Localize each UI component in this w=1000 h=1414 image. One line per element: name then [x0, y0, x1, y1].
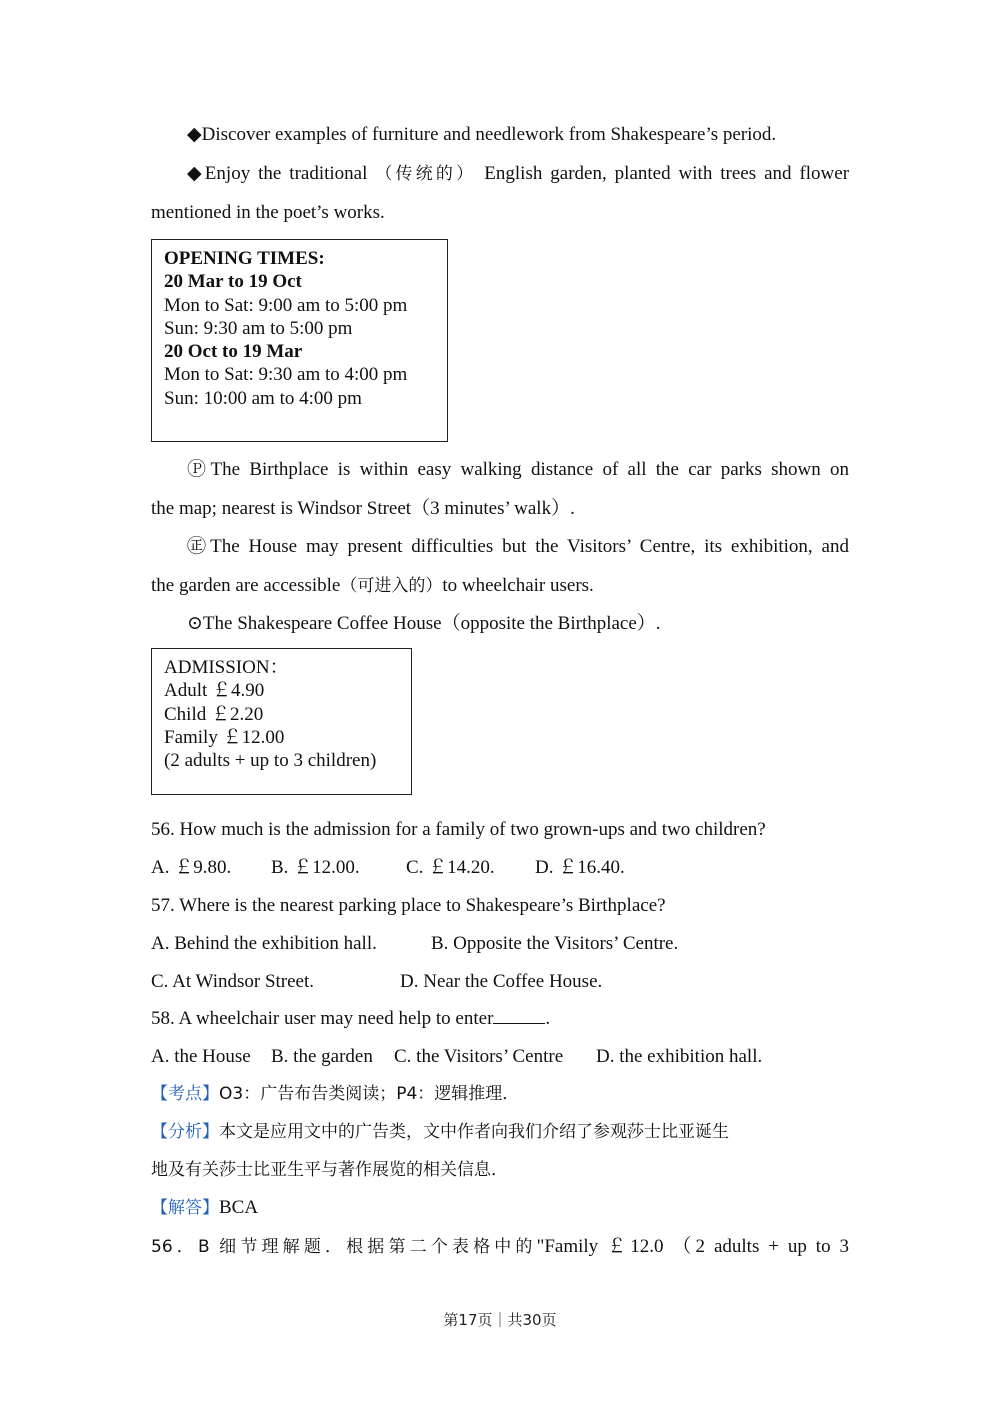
q56-option-b: B. ￡12.00. — [271, 857, 360, 878]
fenxi-text-2: 地及有关莎士比亚生平与著作展览的相关信息． — [151, 1160, 508, 1180]
admission-family: Family ￡12.00 — [164, 726, 285, 748]
question-58-options — [151, 1045, 849, 1069]
question-56: 56. How much is the admission for a family of two grown-ups and two children? — [151, 819, 766, 840]
period-1-heading: 20 Mar to 19 Oct — [164, 271, 302, 293]
bullet-garden-line2: mentioned in the poet’s works. — [151, 202, 385, 223]
fenxi-label: 【分析】 — [151, 1122, 219, 1142]
question-58 — [151, 1007, 849, 1031]
opening-times-box — [151, 239, 448, 442]
parking-icon: Ⓟ — [187, 459, 211, 480]
q58-option-b: B. the garden — [271, 1046, 373, 1067]
wheelchair-cn: （可进入的） — [340, 576, 443, 596]
wheelchair-line2 — [151, 574, 849, 598]
coffee-line — [151, 612, 849, 636]
answer-blank — [493, 1007, 545, 1024]
parking-line1 — [151, 458, 849, 482]
admission-child: Child ￡2.20 — [164, 703, 264, 725]
question-57-options-row1 — [151, 932, 849, 956]
opening-title: OPENING TIMES: — [164, 248, 325, 269]
wheelchair-text: The House may present difficulties but the Visitors’ Centre, its exhibition, and — [210, 536, 849, 557]
coffee-icon: ⊙ — [187, 613, 203, 634]
fenxi-line1 — [151, 1120, 849, 1144]
q58-option-a: A. the House — [151, 1046, 251, 1067]
coffee-text: The Shakespeare Coffee House（opposite the Birthplace）. — [202, 613, 661, 634]
explanation-56-text-a: 56．B 细节理解题．根据第二个表格中的 — [151, 1237, 537, 1257]
bullet-garden-cn: （传统的） — [375, 164, 477, 184]
jieda-label: 【解答】 — [151, 1198, 219, 1218]
jieda-line — [151, 1196, 849, 1220]
bullet-furniture: ◆Discover examples of furniture and needlework from Shakespeare’s period. — [187, 124, 777, 145]
wheelchair-text-a: the garden are accessible — [151, 575, 341, 596]
period-2-heading: 20 Oct to 19 Mar — [164, 341, 303, 363]
fenxi-line2 — [151, 1158, 849, 1182]
period-1-weekday: Mon to Sat: 9:00 am to 5:00 pm — [164, 294, 408, 316]
q58-text: 58. A wheelchair user may need help to enter — [151, 1008, 494, 1029]
explanation-56-text-b: "Family ￡12.0 （2 adults + up to 3 — [536, 1236, 849, 1257]
q58-end: . — [545, 1008, 551, 1029]
page-footer: 第17页｜共30页 — [443, 1311, 557, 1329]
jieda-answer: BCA — [219, 1197, 259, 1218]
question-56-options — [151, 856, 849, 880]
wheelchair-line1 — [151, 535, 849, 559]
period-1-sunday: Sun: 9:30 am to 5:00 pm — [164, 317, 353, 339]
q57-option-b: B. Opposite the Visitors’ Centre. — [431, 933, 679, 954]
q57-option-d: D. Near the Coffee House. — [400, 971, 603, 992]
parking-line2: the map; nearest is Windsor Street（3 minutes’ walk）. — [151, 498, 575, 519]
admission-title: ADMISSION： — [164, 657, 289, 678]
q58-option-c: C. the Visitors’ Centre — [394, 1046, 564, 1067]
admission-family-note: (2 adults + up to 3 children) — [164, 750, 377, 772]
bullet-garden-text-a: ◆Enjoy the traditional — [187, 163, 368, 184]
q57-option-a: A. Behind the exhibition hall. — [151, 933, 377, 954]
admission-adult: Adult ￡4.90 — [164, 680, 265, 702]
q56-option-a: A. ￡9.80. — [151, 857, 232, 878]
period-2-sunday: Sun: 10:00 am to 4:00 pm — [164, 387, 362, 409]
admission-box — [151, 648, 412, 795]
q57-option-c: C. At Windsor Street. — [151, 971, 315, 992]
question-57-options-row2 — [151, 970, 849, 994]
bullet-garden-line1 — [151, 162, 849, 186]
wheelchair-icon: ㊣ — [187, 536, 211, 557]
bullet-garden-text-b: English garden, planted with trees and flower — [484, 163, 850, 184]
question-57: 57. Where is the nearest parking place to Shakespeare’s Birthplace? — [151, 895, 666, 916]
parking-text: The Birthplace is within easy walking distance of all the car parks shown on — [210, 459, 849, 480]
wheelchair-text-b: to wheelchair users. — [442, 575, 594, 596]
q56-option-d: D. ￡16.40. — [535, 857, 625, 878]
q58-option-d: D. the exhibition hall. — [596, 1046, 763, 1067]
fenxi-text-1: 本文是应用文中的广告类，文中作者向我们介绍了参观莎士比亚诞生 — [219, 1122, 729, 1142]
kaodian-text: O3：广告布告类阅读；P4：逻辑推理． — [219, 1084, 520, 1104]
kaodian-label: 【考点】 — [151, 1084, 219, 1104]
kaodian-line — [151, 1082, 849, 1106]
q56-option-c: C. ￡14.20. — [406, 857, 495, 878]
explanation-56-line — [151, 1235, 849, 1259]
period-2-weekday: Mon to Sat: 9:30 am to 4:00 pm — [164, 364, 408, 386]
